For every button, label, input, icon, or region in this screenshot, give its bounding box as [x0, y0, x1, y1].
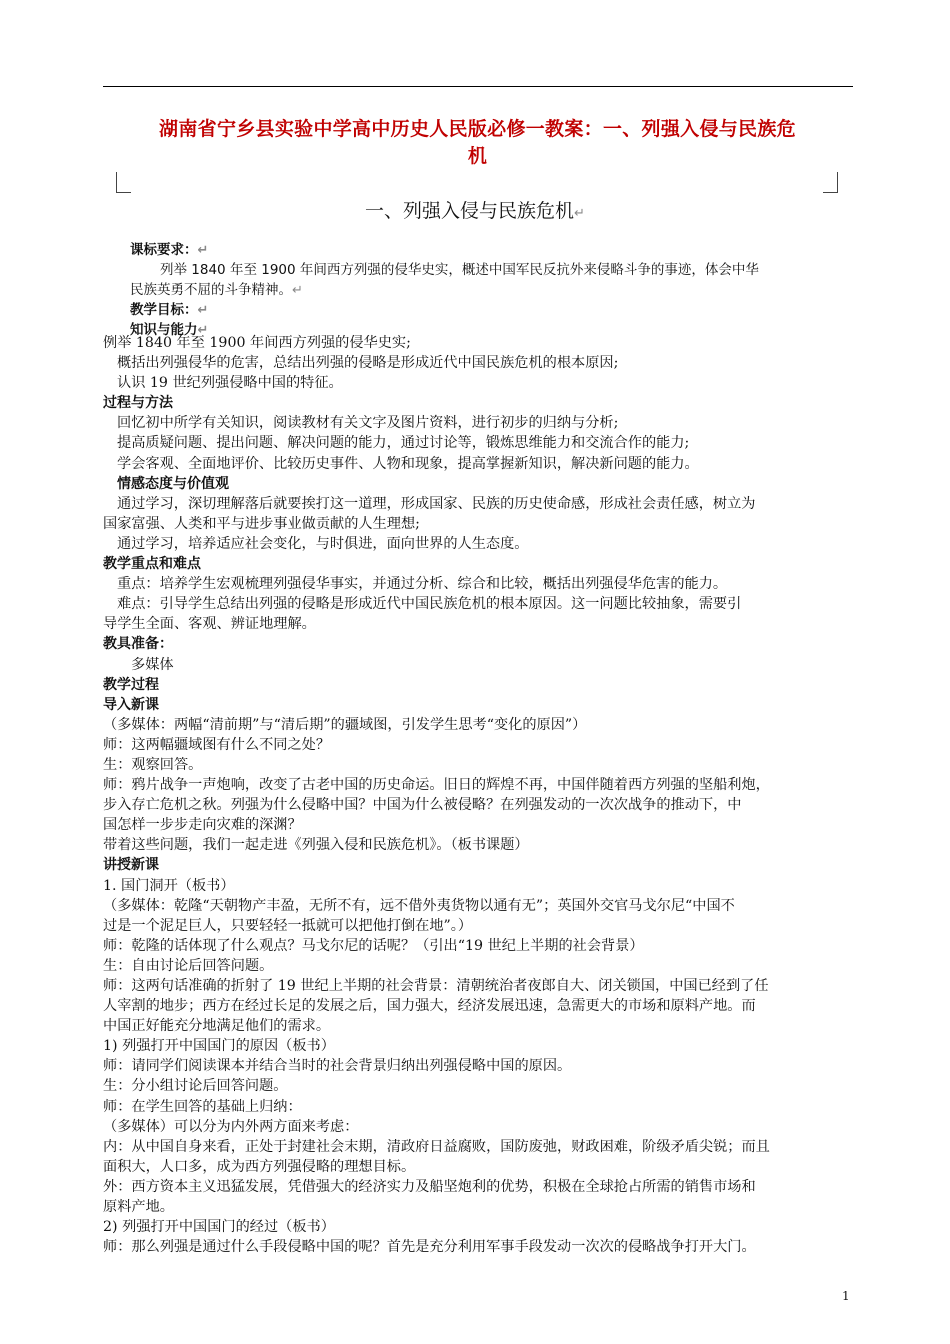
body-line: 认识 19 世纪列强侵略中国的特征。 — [117, 375, 343, 392]
curriculum-block — [130, 240, 830, 340]
body-line: 外：西方资本主义迅猛发展，凭借强大的经济实力及船坚炮利的优势，积极在全球抢占所需的销售市场和 — [103, 1178, 756, 1195]
body-line: 概括出列强侵华的危害，总结出列强的侵略是形成近代中国民族危机的根本原因; — [117, 355, 619, 372]
body-line: （多媒体：两幅“清前期”与“清后期”的疆域图，引发学生思考“变化的原因”） — [103, 716, 587, 733]
header-rule — [103, 86, 853, 87]
curriculum-heading: 课标要求：↵ — [130, 242, 209, 258]
body-line: 中国正好能充分地满足他们的需求。 — [103, 1018, 331, 1035]
section-heading: 教学重点和难点 — [103, 556, 201, 573]
section-heading: 讲授新课 — [103, 857, 159, 874]
body-line: （多媒体）可以分为内外两方面来考虑： — [103, 1118, 359, 1135]
body-line: 重点：培养学生宏观梳理列强侵华事实，并通过分析、综合和比较，概括出列强侵华危害的能力。 — [117, 576, 728, 593]
knowledge-heading: 知识与能力↵ — [130, 322, 209, 339]
lesson-subtitle — [300, 198, 650, 227]
crop-mark-left — [116, 172, 131, 193]
goal-heading: 教学目标：↵ — [130, 302, 209, 319]
body-line: 生：观察回答。 — [103, 756, 203, 773]
curriculum-line-2: 民族英勇不屈的斗争精神。↵ — [130, 282, 303, 299]
body-line: 1. 国门洞开（板书） — [103, 877, 235, 894]
section-heading: 教具准备： — [103, 636, 173, 653]
body-line: 内：从中国自身来看，正处于封建社会末期，清政府日益腐败，国防废弛，财政困难，阶级矛盾尖锐；而且 — [103, 1138, 770, 1155]
body-line: 例举 1840 年至 1900 年间西方列强的侵华史实; — [103, 335, 411, 351]
body-line: 国家富强、人类和平与进步事业做贡献的人生理想; — [103, 515, 420, 532]
body-line: 师：这两幅疆域图有什么不同之处？ — [103, 736, 331, 753]
body-line: 师：鸦片战争一声炮响，改变了古老中国的历史命运。旧日的辉煌不再，中国伴随着西方列强的坚船利炮， — [103, 777, 770, 794]
body-line: 生：自由讨论后回答问题。 — [103, 957, 274, 974]
body-line: 回忆初中所学有关知识，阅读教材有关文字及图片资料，进行初步的归纳与分析; — [117, 415, 619, 432]
section-heading: 导入新课 — [103, 696, 159, 713]
body-line: 过是一个泥足巨人，只要轻轻一抵就可以把他打倒在地”。） — [103, 917, 473, 934]
body-line: 人宰割的地步；西方在经过长足的发展之后，国力强大，经济发展迅速，急需更大的市场和原料产地。而 — [103, 998, 756, 1015]
body-line: 带着这些问题，我们一起走进《列强入侵和民族危机》。（板书课题） — [103, 837, 529, 854]
paragraph-mark-icon: ↵ — [197, 303, 209, 319]
lesson-body — [103, 333, 858, 1257]
body-line: 步入存亡危机之秋。列强为什么侵略中国？中国为什么被侵略？在列强发动的一次次战争的推动下，中 — [103, 797, 742, 814]
document-title — [105, 116, 850, 170]
body-line: （多媒体：乾隆“天朝物产丰盈，无所不有，远不借外夷货物以通有无”；英国外交官马戈尔尼“中国不 — [103, 897, 735, 914]
section-heading: 过程与方法 — [103, 395, 173, 412]
curriculum-line-1: 列举 1840 年至 1900 年间西方列强的侵华史实，概述中国军民反抗外来侵略斗争的事迹，体会中华 — [160, 262, 759, 279]
body-line: 师：请同学们阅读课本并结合当时的社会背景归纳出列强侵略中国的原因。 — [103, 1058, 572, 1075]
section-heading: 教学过程 — [103, 676, 159, 693]
body-line: 通过学习，培养适应社会变化，与时俱进，面向世界的人生态度。 — [117, 535, 529, 552]
body-line: 1) 列强打开中国国门的原因（板书） — [103, 1038, 335, 1055]
body-line: 师：那么列强是通过什么手段侵略中国的呢？首先是充分利用军事手段发动一次次的侵略战争打开大门。 — [103, 1239, 756, 1256]
page-number: 1 — [842, 1289, 850, 1303]
body-line: 原料产地。 — [103, 1199, 174, 1216]
paragraph-mark-icon: ↵ — [574, 206, 585, 221]
body-line: 生：分小组讨论后回答问题。 — [103, 1078, 288, 1095]
body-line: 难点：引导学生总结出列强的侵略是形成近代中国民族危机的根本原因。这一问题比较抽象，需要引 — [117, 596, 742, 613]
section-heading: 情感态度与价值观 — [117, 475, 229, 492]
body-line: 师：这两句话准确的折射了 19 世纪上半期的社会背景：清朝统治者夜郎自大、闭关锁国，中国已经到了任 — [103, 978, 769, 994]
paragraph-mark-icon: ↵ — [197, 243, 209, 258]
body-line: 2) 列强打开中国国门的经过（板书） — [103, 1219, 335, 1236]
body-line: 国怎样一步步走向灾难的深渊？ — [103, 817, 302, 834]
paragraph-mark-icon: ↵ — [197, 323, 209, 339]
body-line: 导学生全面、客观、辨证地理解。 — [103, 616, 316, 633]
lesson-subtitle-text: 一、列强入侵与民族危机 — [365, 200, 575, 222]
body-line: 面积大，人口多，成为西方列强侵略的理想目标。 — [103, 1158, 416, 1175]
title-line-1: 湖南省宁乡县实验中学高中历史人民版必修一教案：一、列强入侵与民族危 — [159, 118, 796, 140]
body-line: 提高质疑问题、提出问题、解决问题的能力，通过讨论等，锻炼思维能力和交流合作的能力; — [117, 435, 690, 452]
body-line: 多媒体 — [131, 656, 174, 673]
body-line: 学会客观、全面地评价、比较历史事件、人物和现象，提高掌握新知识，解决新问题的能力。 — [117, 455, 699, 472]
body-line: 师：在学生回答的基础上归纳： — [103, 1098, 302, 1115]
body-line: 师：乾隆的话体现了什么观点？马戈尔尼的话呢？（引出“19 世纪上半期的社会背景） — [103, 937, 644, 954]
title-line-2: 机 — [467, 145, 488, 167]
body-line: 通过学习，深切理解落后就要挨打这一道理，形成国家、民族的历史使命感，形成社会责任感，树立为 — [117, 495, 756, 512]
crop-mark-right — [823, 172, 838, 193]
paragraph-mark-icon: ↵ — [292, 283, 303, 299]
